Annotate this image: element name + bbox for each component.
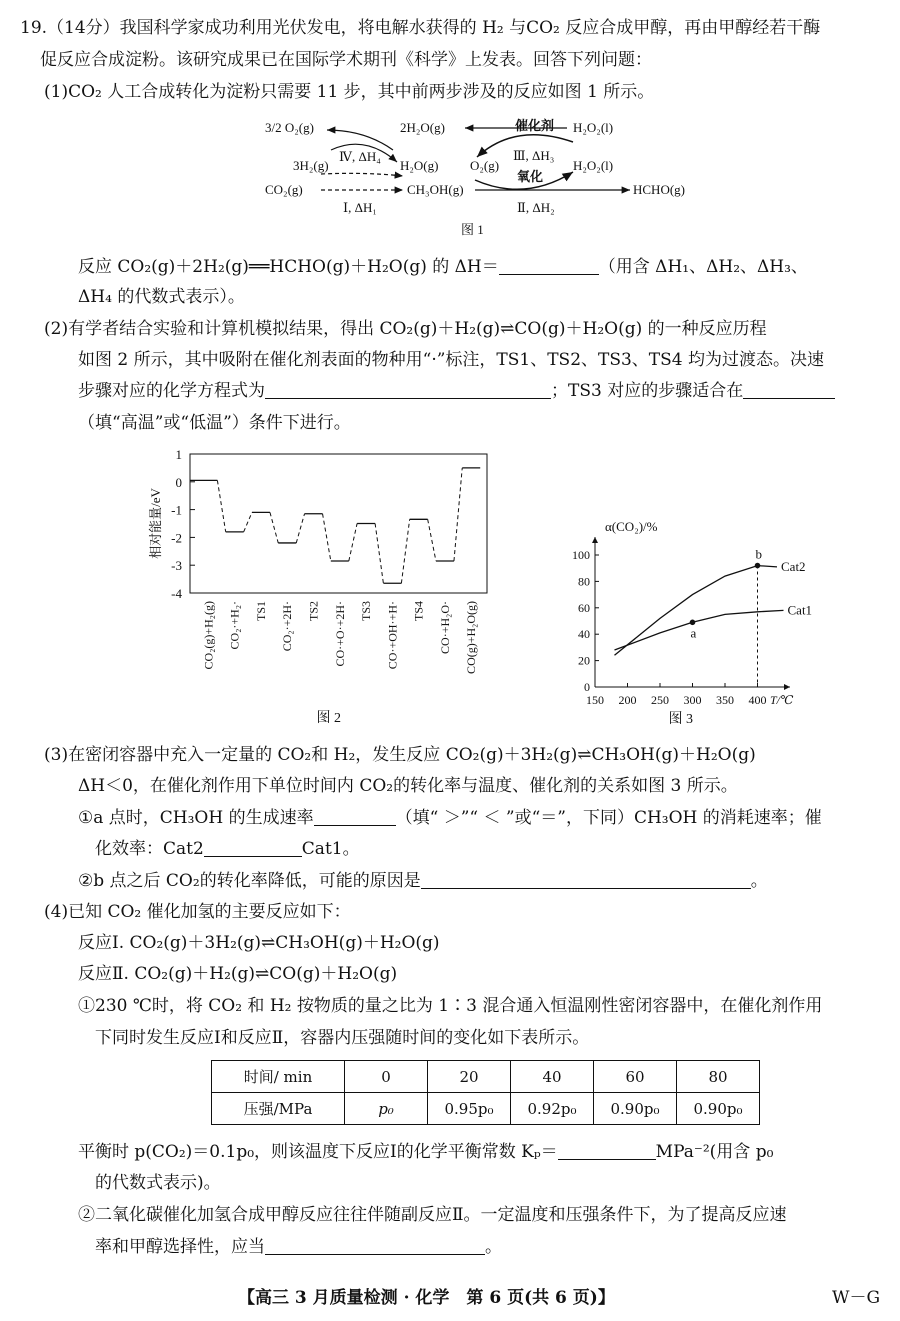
fig1-step4: Ⅳ, ΔH₄ <box>339 149 381 164</box>
part3-sub2-b: Cat1。 <box>301 839 360 859</box>
y-tick-label: 0 <box>584 680 590 694</box>
fig1-oxidation: 氧化 <box>517 169 544 184</box>
point-label: b <box>755 546 762 562</box>
part3-sub3-a: ②b 点之后 CO₂的转化率降低，可能的原因是 <box>78 871 421 891</box>
fig1-h2o2-top: H₂O₂(l) <box>573 120 614 135</box>
part3-line2: ΔH＜0，在催化剂作用下单位时间内 CO₂的转化率与温度、催化剂的关系如图 3 所示。 <box>78 776 738 796</box>
table-cell: 0.95p₀ <box>428 1093 511 1125</box>
part4-sub2: ②二氧化碳催化加氢合成甲醇反应往往伴随副反应Ⅱ。一定温度和压强条件下，为了提高反应速 <box>78 1205 787 1225</box>
answer-blank-dh[interactable] <box>499 256 599 275</box>
footer-code: W－G <box>832 1288 881 1308</box>
table-cell: 时间/ min <box>212 1061 345 1093</box>
fig1-step1: Ⅰ, ΔH₁ <box>343 200 377 215</box>
x-tick-label: 250 <box>651 693 669 707</box>
y-tick-label: 40 <box>578 627 590 642</box>
part4-kp-b: MPa⁻²(用含 p₀ <box>655 1142 774 1162</box>
fig1-h2o-top: 2H₂O(g) <box>400 120 445 135</box>
part3-sub2 <box>95 838 360 860</box>
part4-sub1-cont: 下同时发生反应Ⅰ和反应Ⅱ，容器内压强随时间的变化如下表所示。 <box>95 1028 590 1048</box>
y-tick-label: 20 <box>578 653 590 668</box>
chart-caption: 图 2 <box>316 711 341 726</box>
point-label: a <box>690 625 697 641</box>
fig1-catalyst: 催化剂 <box>515 118 555 133</box>
x-tick-label: 300 <box>683 693 702 707</box>
answer-blank-temp[interactable] <box>743 380 835 399</box>
part3-sub2-a: 化效率：Cat2 <box>95 839 204 859</box>
footer-title: 【高三 3 月质量检测 · 化学 第 6 页(共 6 页)】 <box>238 1288 615 1308</box>
y-tick-label: -1 <box>171 502 182 518</box>
part4-kp <box>78 1141 773 1163</box>
x-tick-label: CO₂·+2H· <box>280 601 295 652</box>
part2-line4: （填“高温”或“低温”）条件下进行。 <box>78 413 351 433</box>
part4-sub1: ①230 ℃时，将 CO₂ 和 H₂ 按物质的量之比为 1∶3 混合通入恒温刚性密闭容器中，在催化剂作用 <box>78 996 823 1016</box>
y-axis-arrow <box>592 537 598 543</box>
x-tick-label: CO(g)+H₂O(g) <box>464 601 479 674</box>
y-tick-label: 80 <box>578 574 590 589</box>
part2-line2: 如图 2 所示，其中吸附在催化剂表面的物种用“·”标注，TS1、TS2、TS3、TS4 均为过渡态。决速 <box>78 350 825 370</box>
series-label: Cat1 <box>787 602 813 618</box>
part4-kp-cont: 的代数式表示)。 <box>95 1173 221 1193</box>
energy-connector <box>349 524 357 562</box>
part3-line1: (3)在密闭容器中充入一定量的 CO₂和 H₂，发生反应 CO₂(g)＋3H₂(g)⇌CH₃OH(g)＋H₂O(g) <box>44 745 756 765</box>
energy-connector <box>401 519 409 583</box>
y-axis-label: 相对能量/eV <box>148 488 163 559</box>
part2-line3-a: 步骤对应的化学方程式为 <box>78 381 265 401</box>
table-cell: 0 <box>345 1061 428 1093</box>
reaction-2: 反应Ⅱ. CO₂(g)＋H₂(g)⇌CO(g)＋H₂O(g) <box>78 964 398 984</box>
x-tick-label: 350 <box>716 693 734 707</box>
part1-intro: (1)CO₂ 人工合成转化为淀粉只需要 11 步，其中前两步涉及的反应如图 1 所示。 <box>44 82 655 102</box>
part4-sub2-cont <box>95 1236 502 1258</box>
fig1-3h2: 3H₂(g) <box>293 158 329 173</box>
energy-connector <box>217 480 225 531</box>
reaction-1: 反应Ⅰ. CO₂(g)＋3H₂(g)⇌CH₃OH(g)＋H₂O(g) <box>78 933 440 953</box>
table-cell: 0.92p₀ <box>511 1093 594 1125</box>
table-cell: p₀ <box>345 1093 428 1125</box>
fig1-hcho: HCHO(g) <box>633 182 685 197</box>
fig1-ch3oh: CH₃OH(g) <box>407 182 464 197</box>
part3-sub3 <box>78 870 768 892</box>
question-header-cont: 促反应合成淀粉。该研究成果已在国际学术期刊《科学》上发表。回答下列问题： <box>40 50 652 70</box>
part1-question-b: （用含 ΔH₁、ΔH₂、ΔH₃、 <box>598 257 808 277</box>
x-tick-label: 150 <box>586 693 604 707</box>
part4-kp-a: 平衡时 p(CO₂)＝0.1p₀，则该温度下反应Ⅰ的化学平衡常数 Kₚ＝ <box>78 1142 558 1162</box>
part3-sub1-b: （填“ ＞”“ ＜ ”或“＝”，下同）CH₃OH 的消耗速率；催 <box>395 808 822 828</box>
figure-2-chart <box>140 444 490 734</box>
fig1-co2: CO₂(g) <box>265 182 303 197</box>
part1-question <box>78 256 808 278</box>
part3-sub1 <box>78 807 822 829</box>
table-row <box>212 1093 760 1125</box>
table-cell: 40 <box>511 1061 594 1093</box>
x-tick-label: CO₂·+H₂· <box>227 601 242 650</box>
part1-question-a: 反应 CO₂(g)＋2H₂(g)══HCHO(g)＋H₂O(g) 的 ΔH＝ <box>78 257 499 277</box>
fig1-o2-top: 3/2 O₂(g) <box>265 120 314 135</box>
energy-connector <box>323 514 331 561</box>
table-cell: 80 <box>677 1061 760 1093</box>
table-cell: 20 <box>428 1061 511 1093</box>
y-tick-label: 100 <box>572 548 590 562</box>
fig1-h2o2-mid: H₂O₂(l) <box>573 158 614 173</box>
series-label: Cat2 <box>781 558 806 574</box>
part2-line3 <box>78 380 835 402</box>
fig1-h2o-mid: H₂O(g) <box>400 158 439 173</box>
part3-sub1-a: ①a 点时，CH₃OH 的生成速率 <box>78 808 314 828</box>
figure-1-diagram <box>255 112 705 237</box>
plot-frame <box>190 454 487 593</box>
energy-connector <box>270 512 278 543</box>
answer-blank-kp[interactable] <box>558 1141 656 1160</box>
chart-caption: 图 3 <box>668 712 693 727</box>
y-axis-label: α(CO₂)/% <box>605 519 658 534</box>
part2-line1: (2)有学者结合实验和计算机模拟结果，得出 CO₂(g)＋H₂(g)⇌CO(g)＋H₂O(g) 的一种反应历程 <box>44 319 767 339</box>
energy-connector <box>296 514 304 543</box>
x-tick-label: CO·+H₂O· <box>437 601 452 654</box>
point-a <box>690 620 696 626</box>
table-cell: 0.90p₀ <box>677 1093 760 1125</box>
pressure-table <box>211 1060 760 1125</box>
y-tick-label: 0 <box>175 474 182 490</box>
fig1-step2: Ⅱ, ΔH₂ <box>517 200 555 215</box>
part4-line1: (4)已知 CO₂ 催化加氢的主要反应如下： <box>44 902 351 922</box>
series-line-cat2 <box>615 566 778 656</box>
x-tick-label: TS1 <box>253 601 268 622</box>
energy-connector <box>454 468 462 561</box>
x-tick-label: CO·+O·+2H· <box>332 601 347 667</box>
energy-connector <box>375 524 383 584</box>
x-tick-label: CO₂(g)+H₂(g) <box>201 601 216 670</box>
figure-3-chart <box>555 515 815 730</box>
part1-question-cont: ΔH₄ 的代数式表示）。 <box>78 287 245 307</box>
part4-sub2-cont-b: 。 <box>485 1237 502 1257</box>
part2-line3-b: ；TS3 对应的步骤适合在 <box>551 381 744 401</box>
x-tick-label: 400 <box>748 693 767 707</box>
y-tick-label: 60 <box>578 600 590 615</box>
answer-blank-reason[interactable] <box>421 870 751 889</box>
fig1-o2-mid: O₂(g) <box>470 158 500 173</box>
x-tick-label: TS4 <box>411 601 426 622</box>
table-cell: 0.90p₀ <box>594 1093 677 1125</box>
fig1-caption: 图 1 <box>461 222 484 237</box>
y-tick-label: -2 <box>171 530 182 546</box>
answer-blank-method[interactable] <box>265 1236 485 1255</box>
y-tick-label: -4 <box>171 586 182 601</box>
y-tick-label: -3 <box>171 558 182 574</box>
y-tick-label: 1 <box>175 447 182 462</box>
fig1-step3: Ⅲ, ΔH₃ <box>513 148 555 163</box>
answer-blank-equation[interactable] <box>265 380 551 399</box>
energy-connector <box>244 512 252 531</box>
table-row <box>212 1061 760 1093</box>
table-cell: 压强/MPa <box>212 1093 345 1125</box>
series-line-cat1 <box>615 610 784 650</box>
energy-connector <box>428 519 436 561</box>
x-tick-label: CO·+OH·+H· <box>385 601 400 670</box>
x-tick-label: 200 <box>618 693 637 707</box>
x-axis-label: T/℃ <box>770 693 794 707</box>
x-tick-label: TS2 <box>306 601 321 622</box>
x-axis-arrow <box>784 684 790 690</box>
x-tick-label: TS3 <box>359 601 374 622</box>
part4-sub2-cont-a: 率和甲醇选择性，应当 <box>95 1237 265 1257</box>
table-cell: 60 <box>594 1061 677 1093</box>
answer-blank-efficiency[interactable] <box>204 838 302 857</box>
question-header: 19.（14分）我国科学家成功利用光伏发电，将电解水获得的 H₂ 与CO₂ 反应合成甲醇，再由甲醇经若干酶 <box>20 18 821 38</box>
answer-blank-rate[interactable] <box>314 807 396 826</box>
part3-sub3-b: 。 <box>750 871 768 891</box>
